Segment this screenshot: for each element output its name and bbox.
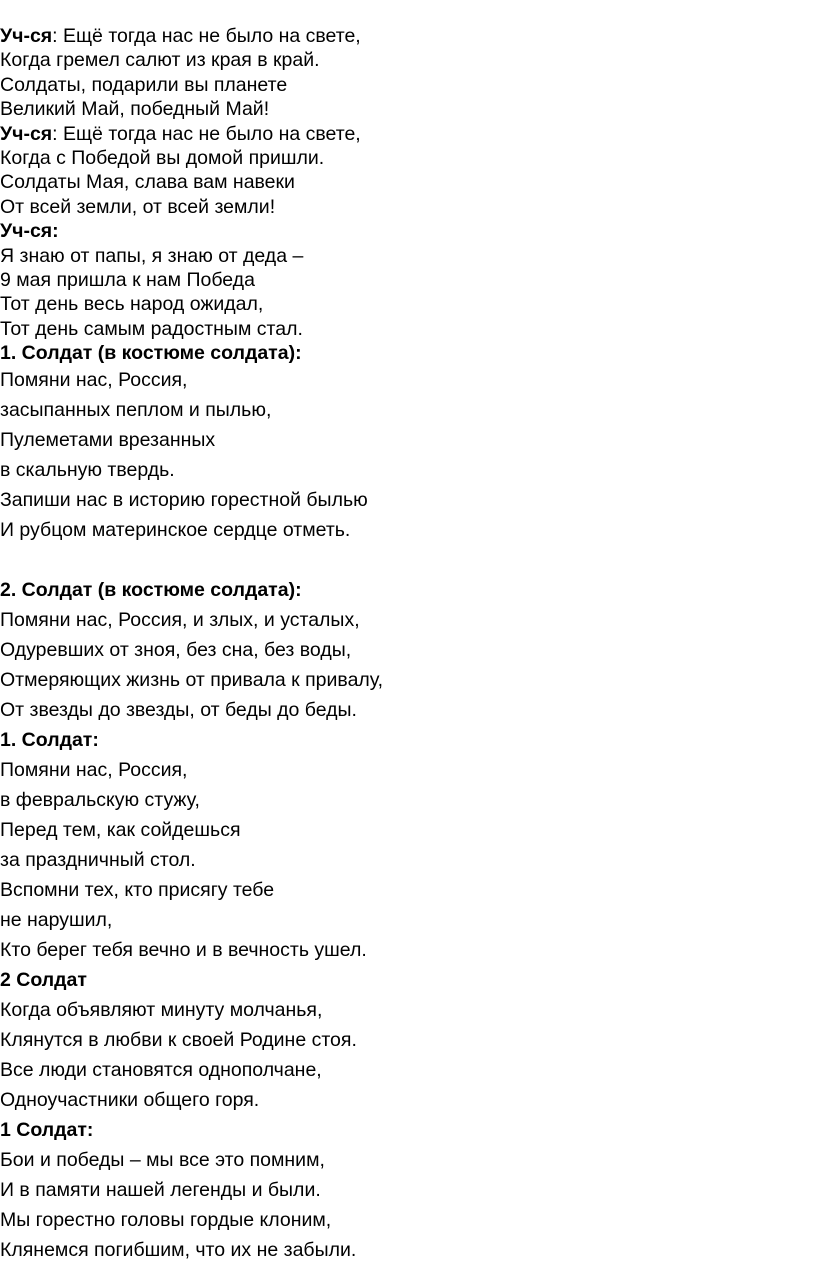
- poem-line: Солдаты Мая, слава вам навеки: [0, 171, 295, 194]
- poem-line: 9 мая пришла к нам Победа: [0, 268, 255, 291]
- poem-line: Тот день самым радостным стал.: [0, 317, 303, 340]
- poem-line: Я знаю от папы, я знаю от деда –: [0, 244, 304, 267]
- poem-line: Все люди становятся однополчане,: [0, 1059, 322, 1082]
- poem-line: Когда объявляют минуту молчанья,: [0, 999, 323, 1022]
- blank-line: [0, 545, 816, 575]
- poem-line: Когда гремел салют из края в край.: [0, 49, 320, 72]
- speaker-label: Уч-ся: [0, 122, 53, 145]
- poem-line: Помяни нас, Россия,: [0, 369, 188, 392]
- speaker-heading: 2 Солдат: [0, 969, 87, 992]
- poem-line: Запиши нас в историю горестной былью: [0, 489, 368, 512]
- speaker-heading: 1. Солдат:: [0, 729, 99, 752]
- line-text: : Ещё тогда нас не было на свете,: [52, 25, 361, 47]
- speaker-heading: 1. Солдат (в костюме солдата):: [0, 342, 302, 365]
- poem-line: Солдаты, подарили вы планете: [0, 73, 288, 96]
- poem-line: Помяни нас, Россия,: [0, 759, 188, 782]
- poem-line: Одноучастники общего горя.: [0, 1089, 260, 1112]
- poem-line: Пулеметами врезанных: [0, 429, 216, 452]
- poem-line: От всей земли, от всей земли!: [0, 195, 276, 218]
- speaker-heading: 1 Солдат:: [0, 1119, 94, 1142]
- poem-line: Клянемся погибшим, что их не забыли.: [0, 1239, 357, 1262]
- poem-line: От звезды до звезды, от беды до беды.: [0, 699, 357, 722]
- poem-line: Помяни нас, Россия, и злых, и усталых,: [0, 609, 360, 632]
- poem-block-2: [0, 365, 816, 1265]
- document-page: [0, 24, 816, 1265]
- poem-line: Вспомни тех, кто присягу тебе: [0, 879, 275, 902]
- speaker-label: Уч-ся: [0, 25, 53, 47]
- poem-line: Когда с Победой вы домой пришли.: [0, 146, 325, 169]
- poem-line: Клянутся в любви к своей Родине стоя.: [0, 1029, 357, 1052]
- poem-block-1: [0, 24, 816, 365]
- poem-line: в скальную твердь.: [0, 459, 175, 482]
- poem-line: в февральскую стужу,: [0, 789, 200, 812]
- poem-line: засыпанных пеплом и пылью,: [0, 399, 272, 422]
- poem-line: И рубцом материнское сердце отметь.: [0, 519, 351, 542]
- poem-line: Перед тем, как сойдешься: [0, 819, 241, 842]
- poem-line: Отмеряющих жизнь от привала к привалу,: [0, 669, 384, 692]
- poem-line: [0, 24, 816, 48]
- speaker-heading: Уч-ся:: [0, 220, 59, 243]
- poem-line: Одуревших от зноя, без сна, без воды,: [0, 639, 352, 662]
- poem-line: за праздничный стол.: [0, 849, 196, 872]
- poem-line: не нарушил,: [0, 909, 113, 932]
- poem-line: Кто берег тебя вечно и в вечность ушел.: [0, 939, 367, 962]
- line-text: : Ещё тогда нас не было на свете,: [52, 122, 361, 145]
- poem-line: И в памяти нашей легенды и были.: [0, 1179, 321, 1202]
- poem-line: Мы горестно головы гордые клоним,: [0, 1209, 332, 1232]
- poem-line: Великий Май, победный Май!: [0, 98, 270, 121]
- speaker-heading: 2. Солдат (в костюме солдата):: [0, 579, 302, 602]
- poem-line: [0, 122, 816, 146]
- poem-line: Бои и победы – мы все это помним,: [0, 1149, 325, 1172]
- poem-line: Тот день весь народ ожидал,: [0, 293, 264, 316]
